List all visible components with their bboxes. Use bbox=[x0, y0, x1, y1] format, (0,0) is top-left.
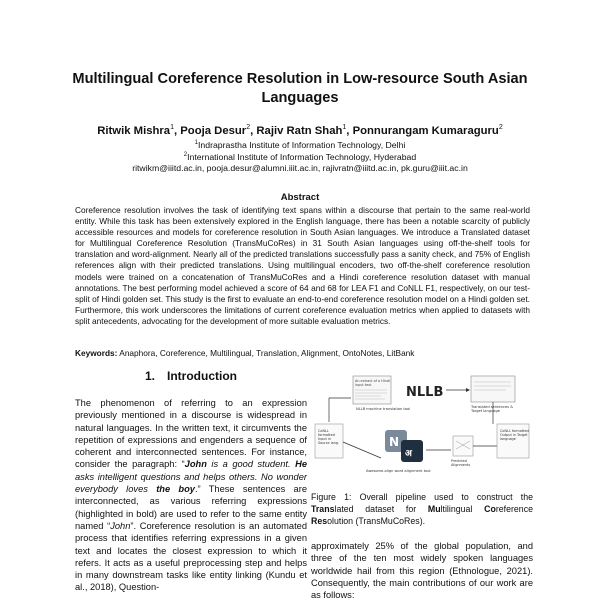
nllb-logo bbox=[406, 385, 443, 400]
paper-title: Multilingual Coreference Resolution in Low-resource South Asian Languages bbox=[72, 71, 528, 106]
svg-text:CoNLL formatted: CoNLL formatted bbox=[500, 429, 529, 433]
awesome-align-logo bbox=[385, 430, 423, 462]
svg-text:N: N bbox=[389, 435, 400, 449]
svg-text:formatted: formatted bbox=[318, 433, 335, 437]
author-name: Ponnurangam Kumaraguru bbox=[352, 124, 499, 137]
section-heading: 1. Introduction bbox=[145, 369, 237, 383]
author-name: Pooja Desur bbox=[180, 124, 247, 137]
conll-output-box bbox=[497, 424, 529, 458]
svg-text:language: language bbox=[500, 437, 516, 441]
svg-text:Output in Target: Output in Target bbox=[500, 433, 528, 437]
predicted-alignments-box bbox=[451, 436, 473, 467]
keywords: Keywords: Anaphora, Coreference, Multilingual, Translation, Alignment, OntoNotes, LitBank bbox=[75, 348, 415, 358]
svg-text:Input in: Input in bbox=[318, 437, 331, 441]
aligner-caption: Awesome-align word alignment tool bbox=[366, 469, 431, 473]
svg-text:Source lang.: Source lang. bbox=[318, 441, 340, 445]
svg-text:Target language: Target language bbox=[471, 409, 500, 413]
input-text-box bbox=[353, 376, 391, 404]
introduction-paragraph: The phenomenon of referring to an expression previously mentioned in a discourse is widespread in natural languages. In the written text, it circumvents the repetition of expressions and engenders a sequence of coherent and interconnected sentences. For instance, consider the paragraph: “John is a good student. He asks intelligent questions and helps others. No wonder everybody loves the boy.” These sentences are interconnected, as various referring expressions (highlighted in bold) are used to refer to the same entity named “John”. Coreference resolution is an automated process that identifies referring expressions in a given text and locates the closest expression to which it refers. It acts as a useful preprocessing step and helps in many downstream tasks like entity linking (Kundu et al., 2018), Question- bbox=[75, 398, 307, 593]
svg-text:Predicted: Predicted bbox=[451, 459, 467, 463]
pipeline-figure bbox=[311, 370, 533, 490]
affiliation: $^2$International Institute of Information Technology, Hyderabad bbox=[183, 151, 417, 162]
svg-text:NLLB: NLLB bbox=[406, 385, 444, 400]
author-name: Rajiv Ratn Shah bbox=[256, 124, 343, 137]
svg-text:An extract of a Hindi: An extract of a Hindi bbox=[355, 379, 390, 383]
svg-text:Alignments: Alignments bbox=[451, 463, 471, 467]
conll-input-box bbox=[315, 424, 343, 458]
author-name: Ritwik Mishra bbox=[97, 124, 171, 137]
author-emails: ritwikm@iiitd.ac.in, pooja.desur@alumni.iiit.ac.in, rajivratn@iiitd.ac.in, pk.guru@iiit.ac.in bbox=[132, 163, 468, 173]
abstract-text: Coreference resolution involves the task of identifying text spans within a discourse that pertain to the same real-world entity. While this task has been extensively explored in the English language, there has been a notable scarcity of publicly accessible resources and models for coreference resolution in South Asian languages. We introduce a Translated dataset for Multilingual Coreference Resolution (TransMuCoRes) in 31 South Asian languages using off-the-shelf tools for translation and word-alignment. Nearly all of the predicted translations successfully pass a sanity check, and 75% of English references align with their predicted translations. Using multilingual encoders, two off-the-shelf coreference resolution models were trained on a concatenation of TransMuCoRes and a Hindi coreference resolution dataset with manual annotations. The best performing model achieved a score of 64 and 68 for LEA F1 and CoNLL F1, respectively, on our test-split of Hindi golden set. This study is the first to evaluate an end-to-end coreference resolution model on a Hindi golden set. Furthermore, this work underscores the limitations of current coreference evaluation metrics when applied to datasets with split antecedents, advocating for the development of more suitable evaluation metrics. bbox=[75, 205, 530, 326]
author-list: Ritwik Mishra$^1$, Pooja Desur$^2$, Rajiv Ratn Shah$^1$, Ponnurangam Kumaraguru$^2$ bbox=[97, 124, 503, 137]
nllb-caption: NLLB machine translation tool bbox=[356, 407, 411, 411]
affiliation: $^1$Indraprastha Institute of Information Technology, Delhi bbox=[194, 139, 406, 150]
abstract-heading: Abstract bbox=[280, 192, 320, 203]
svg-text:input text: input text bbox=[355, 383, 372, 387]
svg-text:CoNLL: CoNLL bbox=[318, 429, 329, 433]
svg-text:Translated sentences &: Translated sentences & bbox=[471, 405, 514, 409]
translated-sentences-box bbox=[470, 376, 515, 413]
figure-caption: Figure 1: Overall pipeline used to construct the Translated dataset for Multilingual Coreference Resolution (TransMuCoRes). bbox=[311, 492, 533, 526]
svg-text:अ: अ bbox=[405, 449, 412, 459]
body-paragraph: approximately 25% of the global population, and three of the ten most widely spoken languages worldwide hail from this region (Ethnologue, 2021). Consequently, the main contributions of our work are as follows: bbox=[311, 541, 533, 601]
